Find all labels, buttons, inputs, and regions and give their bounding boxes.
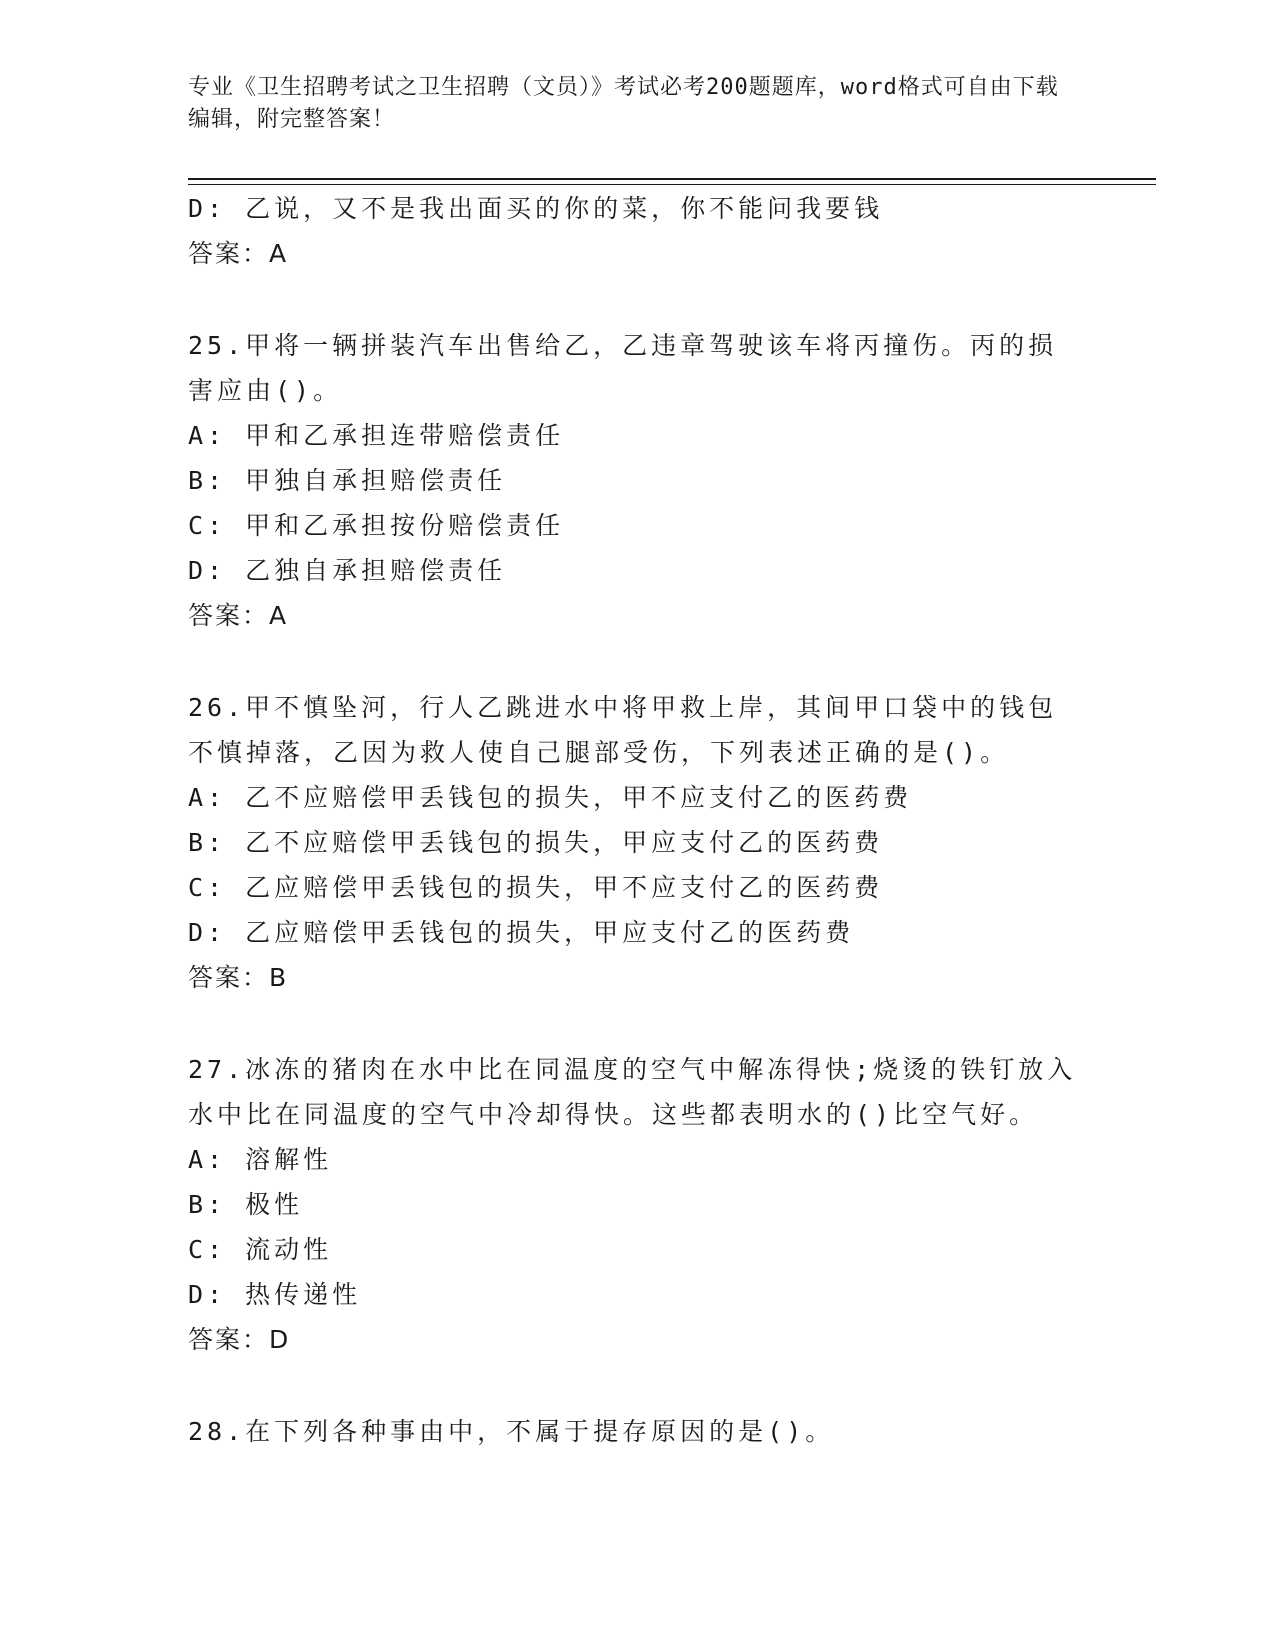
header-divider-thin — [188, 184, 1156, 185]
question-block-27 — [188, 1047, 1088, 1362]
answer-line: 答案：B — [188, 963, 289, 992]
option-d: D: 乙说，又不是我出面买的你的菜，你不能问我要钱 — [188, 194, 884, 223]
option-b: B: 极性 — [188, 1190, 304, 1219]
question-text: 28.在下列各种事由中，不属于提存原因的是()。 — [188, 1417, 835, 1446]
question-block-28 — [188, 1409, 1088, 1454]
question-text: 27.冰冻的猪肉在水中比在同温度的空气中解冻得快;烧烫的铁钉放入水中比在同温度的空气中冷却得快。这些都表明水的()比空气好。 — [188, 1055, 1077, 1129]
spacer — [188, 276, 1088, 323]
option-c: C: 乙应赔偿甲丢钱包的损失，甲不应支付乙的医药费 — [188, 873, 884, 902]
spacer — [188, 638, 1088, 685]
header-divider-thick — [188, 178, 1156, 180]
option-c: C: 甲和乙承担按份赔偿责任 — [188, 511, 565, 540]
spacer — [188, 1000, 1088, 1047]
question-block-26 — [188, 685, 1088, 1000]
question-block-25 — [188, 323, 1088, 638]
option-b: B: 乙不应赔偿甲丢钱包的损失，甲应支付乙的医药费 — [188, 828, 884, 857]
answer-line: 答案：A — [188, 239, 289, 268]
option-a: A: 溶解性 — [188, 1145, 333, 1174]
option-a: A: 甲和乙承担连带赔偿责任 — [188, 421, 565, 450]
answer-line: 答案：D — [188, 1325, 291, 1354]
answer-line: 答案：A — [188, 601, 289, 630]
option-a: A: 乙不应赔偿甲丢钱包的损失，甲不应支付乙的医药费 — [188, 783, 913, 812]
option-c: C: 流动性 — [188, 1235, 333, 1264]
option-b: B: 甲独自承担赔偿责任 — [188, 466, 507, 495]
question-text: 26.甲不慎坠河，行人乙跳进水中将甲救上岸，其间甲口袋中的钱包不慎掉落，乙因为救人使自己腿部受伤，下列表述正确的是()。 — [188, 693, 1058, 767]
question-text: 25.甲将一辆拼装汽车出售给乙，乙违章驾驶该车将丙撞伤。丙的损害应由()。 — [188, 331, 1058, 405]
option-d: D: 乙独自承担赔偿责任 — [188, 556, 507, 585]
document-header: 专业《卫生招聘考试之卫生招聘（文员）》考试必考200题题库，word格式可自由下载编辑，附完整答案！ — [188, 75, 1059, 132]
option-d: D: 热传递性 — [188, 1280, 362, 1309]
option-d: D: 乙应赔偿甲丢钱包的损失，甲应支付乙的医药费 — [188, 918, 855, 947]
question-content — [188, 186, 1088, 1454]
spacer — [188, 1362, 1088, 1409]
